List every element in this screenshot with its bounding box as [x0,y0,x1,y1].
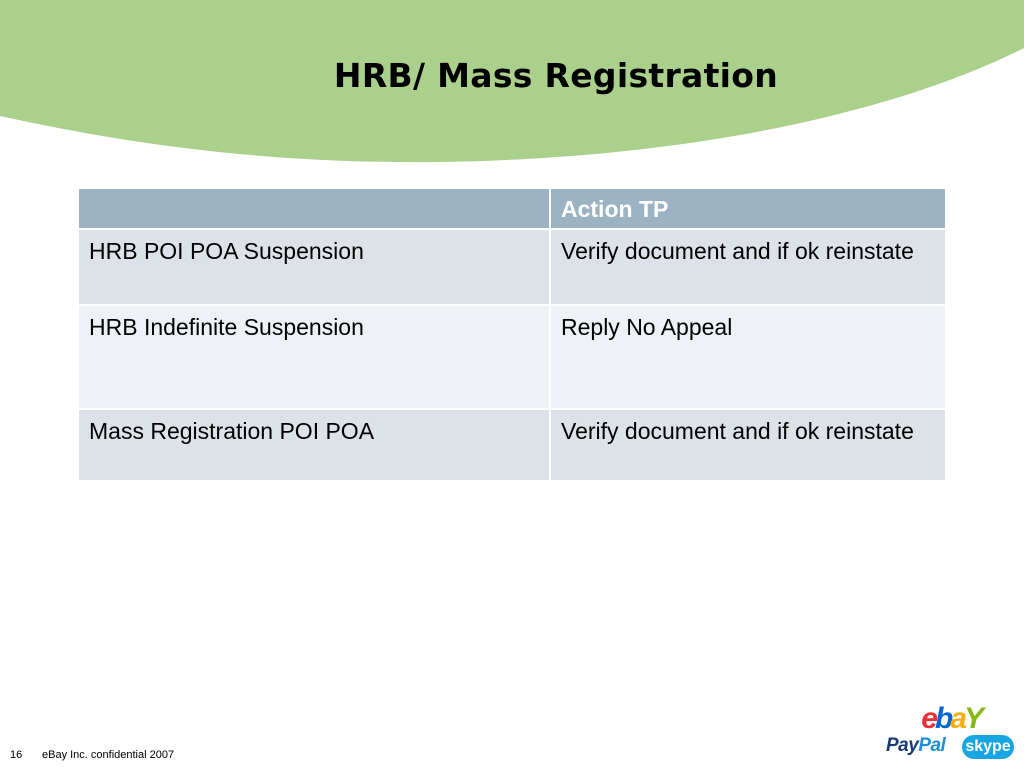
table-header-row [78,188,946,229]
paypal-logo: PayPal [886,735,946,756]
table-row [78,305,946,409]
slide-title: HRB/ Mass Registration [333,56,779,95]
skype-logo: skype [962,735,1014,759]
table-cell-action: Verify document and if ok reinstate [550,409,946,481]
page-number: 16 [10,749,23,761]
table-cell-action: Verify document and if ok reinstate [550,229,946,305]
table-cell-action: Reply No Appeal [550,305,946,409]
table-header-empty [78,188,550,229]
confidential-notice: eBay Inc. confidential 2007 [42,749,175,761]
ebay-logo: ebaY [921,702,981,735]
table-cell-issue: Mass Registration POI POA [78,409,550,481]
brand-logos [882,700,1017,762]
action-table [77,187,947,482]
table-cell-issue: HRB Indefinite Suspension [78,305,550,409]
table-row [78,229,946,305]
table-header-action: Action TP [550,188,946,229]
table-row [78,409,946,481]
table-cell-issue: HRB POI POA Suspension [78,229,550,305]
